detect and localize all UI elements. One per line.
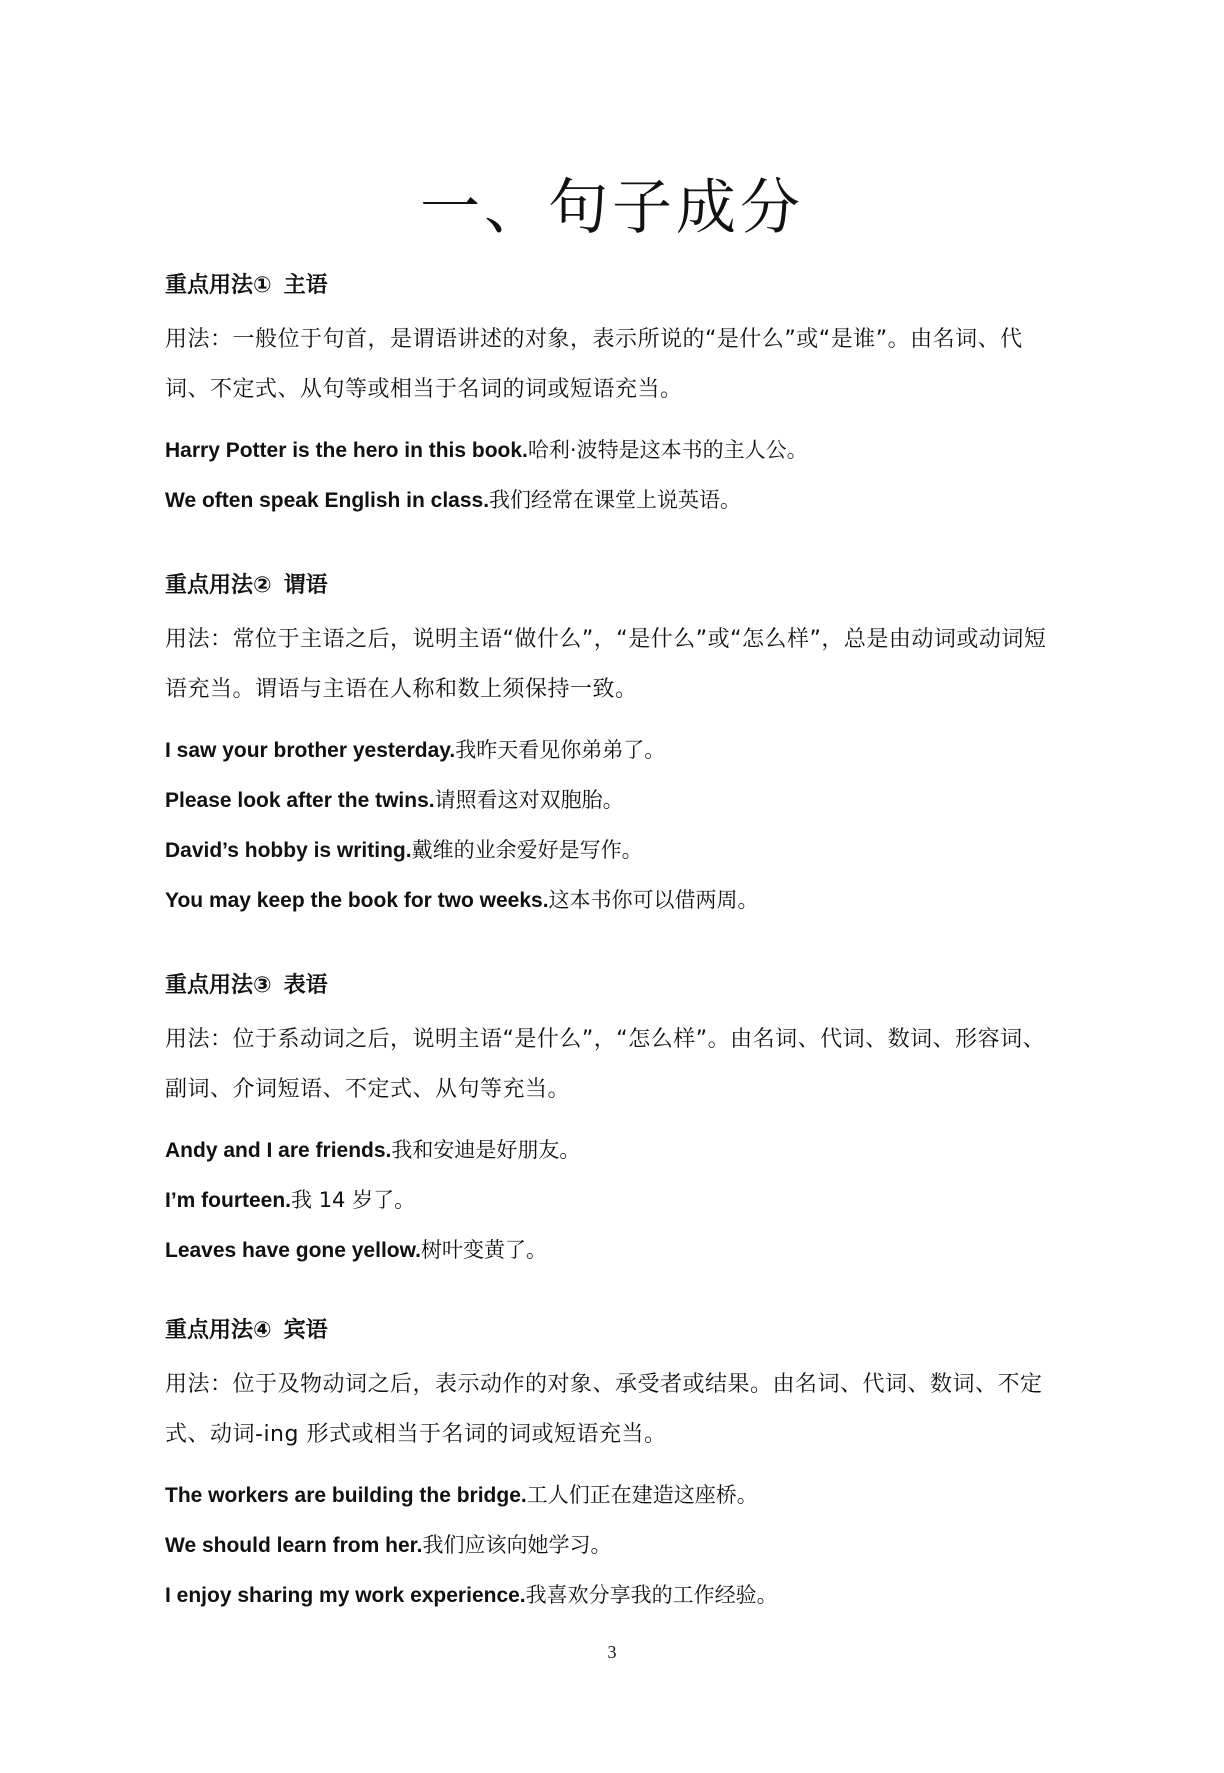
example-sentence — [165, 1580, 1065, 1610]
example-chinese: 哈利·波特是这本书的主人公。 — [527, 438, 808, 462]
section-subject — [165, 271, 1065, 515]
example-chinese: 树叶变黄了。 — [421, 1238, 547, 1262]
example-chinese: 我们经常在课堂上说英语。 — [489, 488, 742, 512]
example-chinese: 工人们正在建造这座桥。 — [526, 1483, 758, 1507]
page-number: 3 — [607, 1642, 617, 1662]
example-chinese: 我 14 岁了。 — [291, 1188, 416, 1212]
example-english: We should learn from her. — [165, 1534, 423, 1557]
section-usage: 用法：位于系动词之后，说明主语“是什么”，“怎么样”。由名词、代词、数词、形容词、副词、介词短语、不定式、从句等充当。 — [165, 1027, 1046, 1102]
section-predicative — [165, 971, 1065, 1265]
example-sentence — [165, 735, 1065, 765]
example-chinese: 我和安迪是好朋友。 — [391, 1138, 581, 1162]
section-usage: 用法：一般位于句首，是谓语讲述的对象，表示所说的“是什么”或“是谁”。由名词、代词、不定式、从句等或相当于名词的词或短语充当。 — [165, 327, 1023, 402]
example-sentence — [165, 785, 1065, 815]
section-heading-name: 主语 — [283, 273, 328, 298]
example-chinese: 我们应该向她学习。 — [422, 1533, 612, 1557]
section-heading — [165, 571, 1065, 601]
page-title: 一、句子成分 — [420, 173, 804, 243]
section-heading — [165, 1316, 1065, 1346]
example-sentence — [165, 1480, 1065, 1510]
example-chinese: 我昨天看见你弟弟了。 — [455, 738, 666, 762]
section-object — [165, 1316, 1065, 1610]
section-usage: 用法：常位于主语之后，说明主语“做什么”，“是什么”或“怎么样”，总是由动词或动词短语充当。谓语与主语在人称和数上须保持一致。 — [165, 627, 1047, 702]
section-usage: 用法：位于及物动词之后，表示动作的对象、承受者或结果。由名词、代词、数词、不定式、动词-ing 形式或相当于名词的词或短语充当。 — [165, 1372, 1043, 1447]
example-sentence — [165, 485, 1065, 515]
example-english: Leaves have gone yellow. — [165, 1239, 421, 1262]
section-heading-prefix: 重点用法② — [165, 573, 272, 598]
example-english: Andy and I are friends. — [165, 1139, 392, 1162]
example-chinese: 我喜欢分享我的工作经验。 — [525, 1583, 778, 1607]
example-sentence — [165, 1235, 1065, 1265]
example-sentence — [165, 835, 1065, 865]
example-english: Harry Potter is the hero in this book. — [165, 439, 528, 462]
section-heading — [165, 271, 1065, 301]
example-english: I enjoy sharing my work experience. — [165, 1584, 526, 1607]
example-english: David’s hobby is writing. — [165, 839, 412, 862]
example-english: We often speak English in class. — [165, 489, 490, 512]
example-sentence — [165, 1185, 1065, 1215]
example-chinese: 戴维的业余爱好是写作。 — [411, 838, 643, 862]
example-chinese: 请照看这对双胞胎。 — [434, 788, 624, 812]
section-heading-name: 宾语 — [283, 1318, 328, 1343]
example-sentence — [165, 1530, 1065, 1560]
example-sentence — [165, 885, 1065, 915]
example-sentence — [165, 1135, 1065, 1165]
example-english: Please look after the twins. — [165, 789, 435, 812]
section-heading-prefix: 重点用法④ — [165, 1318, 272, 1343]
example-sentence — [165, 435, 1065, 465]
example-chinese: 这本书你可以借两周。 — [548, 888, 759, 912]
section-heading-name: 谓语 — [283, 573, 328, 598]
section-heading-prefix: 重点用法③ — [165, 973, 272, 998]
example-english: I’m fourteen. — [165, 1189, 292, 1212]
section-heading — [165, 971, 1065, 1001]
example-english: The workers are building the bridge. — [165, 1484, 527, 1507]
example-english: I saw your brother yesterday. — [165, 739, 456, 762]
example-english: You may keep the book for two weeks. — [165, 889, 549, 912]
section-heading-prefix: 重点用法① — [165, 273, 272, 298]
section-predicate — [165, 571, 1065, 915]
section-heading-name: 表语 — [283, 973, 328, 998]
